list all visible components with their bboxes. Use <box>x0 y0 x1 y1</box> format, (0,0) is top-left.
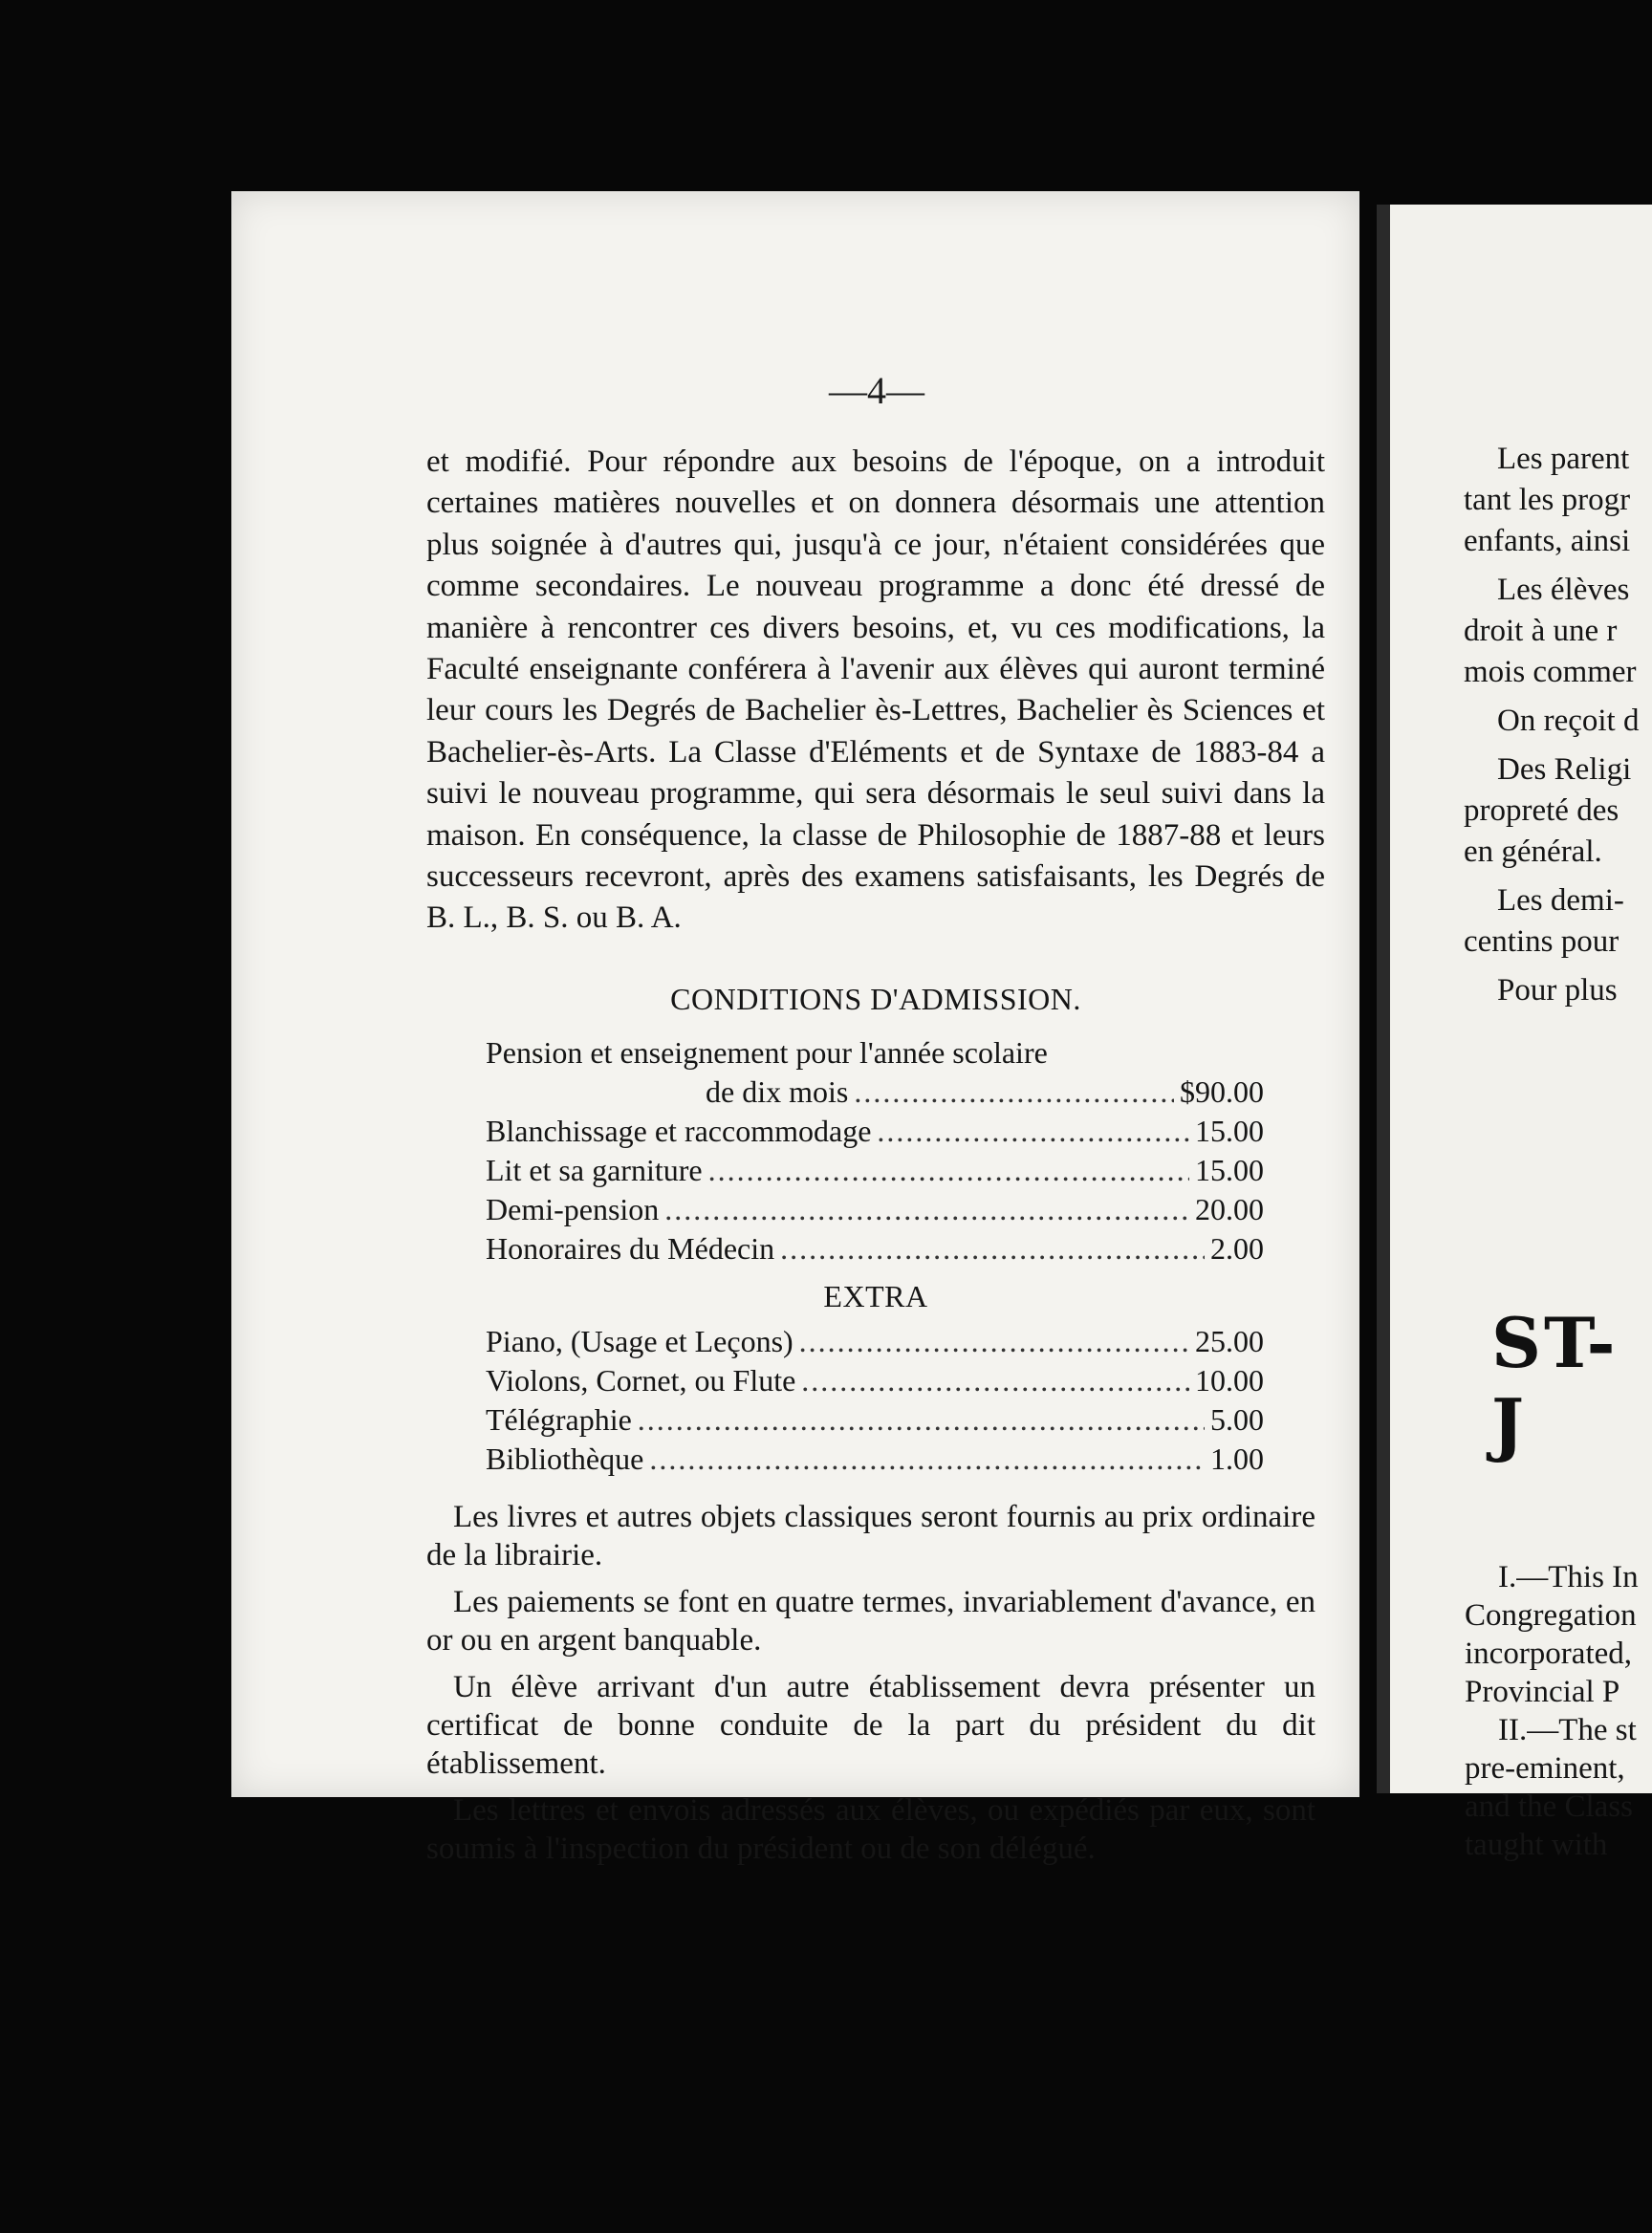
extra-label: Violons, Cornet, ou Flute <box>486 1363 796 1398</box>
extra-label: Télégraphie <box>486 1402 632 1437</box>
dot-leader <box>801 1363 1189 1398</box>
dot-leader <box>799 1324 1189 1359</box>
dot-leader <box>877 1114 1189 1149</box>
dot-leader <box>664 1192 1189 1227</box>
right-line: Pour plus <box>1497 973 1618 1008</box>
fee-amount: 15.00 <box>1195 1114 1264 1148</box>
right-line: taught with <box>1465 1828 1608 1862</box>
intro-paragraph-text: et modifié. Pour répondre aux besoins de l'époque, on a introduit certaines matières nouvelles et on donnera désormais une attention plus soignée à d'autres qui, jusqu'à ce jour, n'étaient considérées que comme secondaires. Le nouveau programme a donc été dressé de manière à rencontrer ces divers besoins, et, vu ces modifications, la Faculté enseignante conférera à l'avenir aux élèves qui auront terminé leur cours les Degrés de Bachelier ès-Lettres, Bachelier ès Sciences et Bachelier-ès-Arts. La Classe d'Eléments et de Syntaxe de 1883-84 a suivi le nouveau programme, qui sera désormais le seul suivi dans la maison. En conséquence, la classe de Philosophie de 1887-88 et leurs successeurs recevront, après des examens satisfaisants, les Degrés de B. L., B. S. ou B. A. <box>426 444 1325 936</box>
fee-label: Lit et sa garniture <box>486 1153 703 1187</box>
right-line: Les élèves <box>1497 573 1630 607</box>
right-line: Provincial P <box>1465 1675 1620 1709</box>
dot-leader <box>649 1442 1205 1477</box>
right-line: incorporated, <box>1465 1637 1633 1671</box>
dot-leader <box>638 1402 1205 1438</box>
conditions-heading: CONDITIONS D'ADMISSION. <box>670 982 1081 1016</box>
right-line: pre-eminent, <box>1465 1751 1625 1786</box>
right-line: II.—The st <box>1498 1713 1637 1747</box>
fee-label: Honoraires du Médecin <box>486 1231 775 1266</box>
fee-amount: 2.00 <box>1210 1231 1264 1266</box>
note-books: Les livres et autres objets classiques seront fournis au prix ordinaire de la librairie. <box>426 1500 1315 1572</box>
right-line: enfants, ainsi <box>1464 524 1631 558</box>
extra-heading: EXTRA <box>823 1279 928 1313</box>
fee-amount: 20.00 <box>1195 1192 1264 1226</box>
extra-amount: 10.00 <box>1195 1363 1264 1398</box>
fee-row <box>486 1231 1264 1270</box>
extra-label: Piano, (Usage et Leçons) <box>486 1324 793 1358</box>
fee-row <box>486 1153 1264 1192</box>
extra-row <box>486 1324 1264 1363</box>
intro-paragraph <box>426 442 1325 940</box>
right-line: mois commer <box>1464 655 1637 689</box>
extra-row <box>486 1442 1264 1481</box>
extra-amount: 25.00 <box>1195 1324 1264 1358</box>
right-page-text-bottom <box>1465 1558 1652 1864</box>
fee-label: Demi-pension <box>486 1192 660 1226</box>
right-line: centins pour <box>1464 924 1619 959</box>
extras-table <box>486 1324 1264 1481</box>
dot-leader <box>854 1074 1174 1110</box>
fee-row <box>486 1074 1264 1114</box>
fee-amount: $90.00 <box>1180 1074 1264 1109</box>
right-line: Les parent <box>1497 442 1630 476</box>
right-line: I.—This In <box>1498 1560 1639 1594</box>
right-line: On reçoit d <box>1497 704 1640 738</box>
right-line: droit à une r <box>1464 614 1618 648</box>
extra-label: Bibliothèque <box>486 1442 644 1476</box>
fee-label: Blanchissage et raccommodage <box>486 1114 872 1148</box>
fee-row <box>486 1192 1264 1231</box>
page-number: —4— <box>829 369 924 412</box>
fee-label: de dix mois <box>706 1074 849 1109</box>
dot-leader <box>780 1231 1205 1267</box>
right-page-title: ST-J <box>1491 1302 1619 1464</box>
right-line: Des Religi <box>1497 752 1632 787</box>
note-payments: Les paiements se font en quatre termes, invariablement d'avance, en or ou en argent banquable. <box>426 1585 1315 1658</box>
notes-section <box>426 1498 1315 1876</box>
fee-row <box>486 1114 1264 1153</box>
extra-row <box>486 1402 1264 1442</box>
extra-amount: 5.00 <box>1210 1402 1264 1437</box>
right-page-text-top <box>1464 438 1652 1018</box>
right-line: Les demi- <box>1497 883 1624 918</box>
right-line: Congregation <box>1465 1598 1637 1633</box>
extra-amount: 1.00 <box>1210 1442 1264 1476</box>
fee-row-pension-line <box>486 1035 1264 1074</box>
fee-amount: 15.00 <box>1195 1153 1264 1187</box>
dot-leader <box>708 1153 1189 1188</box>
right-line: tant les progr <box>1464 483 1631 517</box>
extra-row <box>486 1363 1264 1402</box>
right-line: and the Class <box>1465 1789 1633 1824</box>
right-line: propreté des <box>1464 793 1619 828</box>
note-letters: Les lettres et envois adressés aux élèves, ou expédiés par eux, sont soumis à l'inspection du président ou de son délégué. <box>426 1793 1315 1866</box>
fee-table <box>486 1035 1264 1270</box>
right-line: en général. <box>1464 835 1602 869</box>
fee-label: Pension et enseignement pour l'année scolaire <box>486 1035 1048 1070</box>
note-certificate: Un élève arrivant d'un autre établissement devra présenter un certificat de bonne conduite de la part du président du dit établissement. <box>426 1670 1315 1781</box>
